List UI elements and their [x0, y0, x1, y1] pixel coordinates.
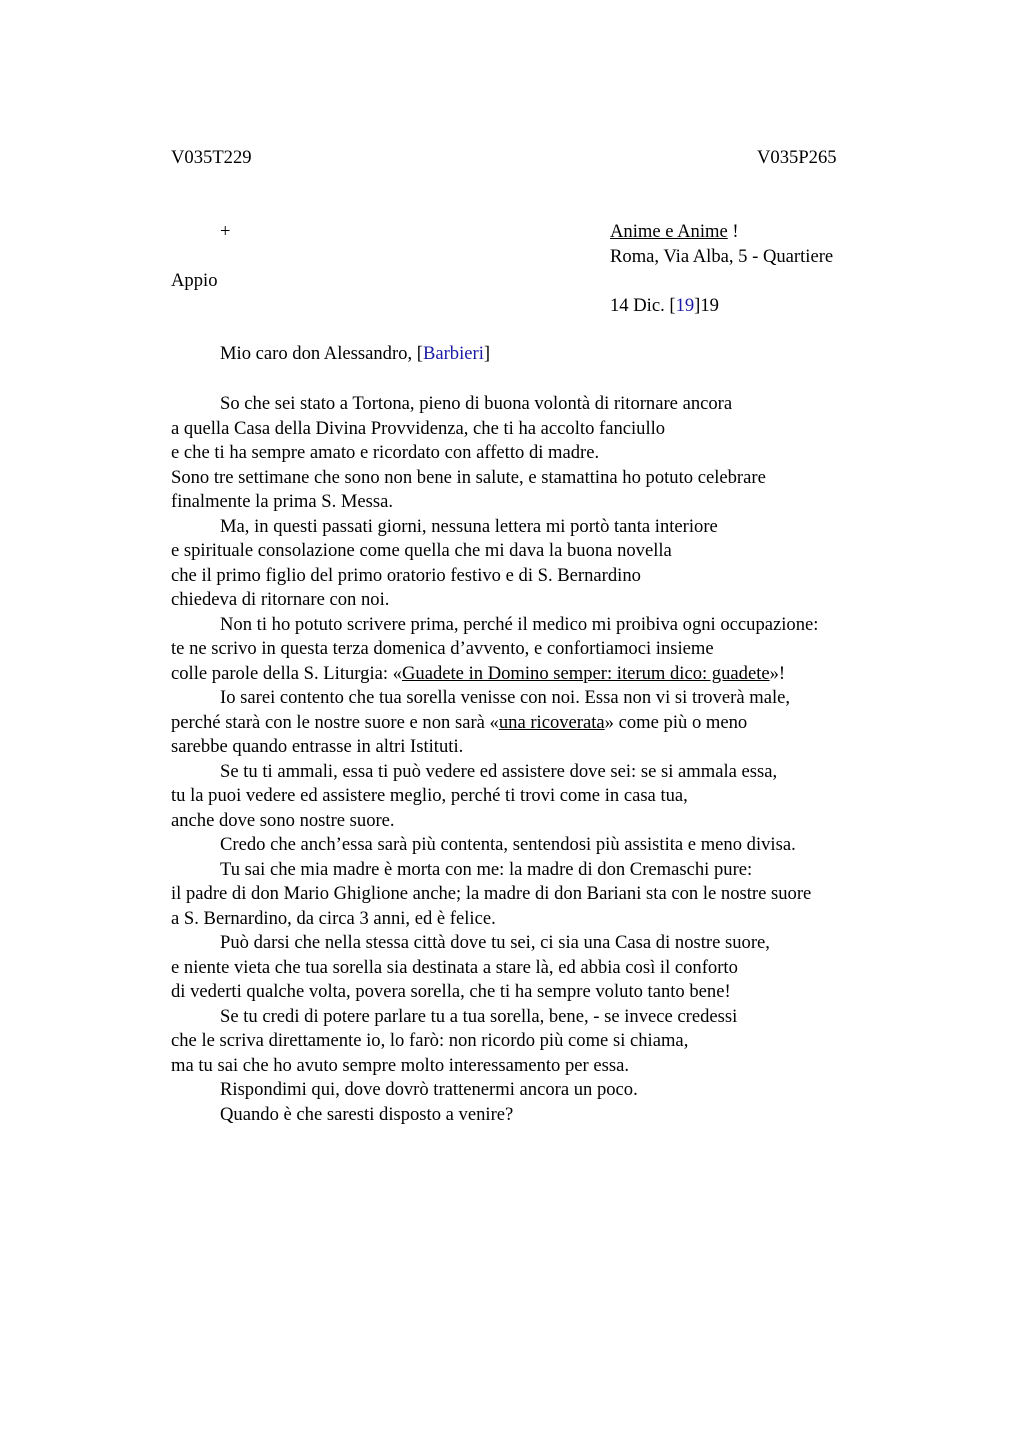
body-line: ma tu sai che ho avuto sempre molto interessamento per essa. — [171, 1054, 629, 1076]
body-line: Rispondimi qui, dove dovrò trattenermi ancora un poco. — [220, 1079, 638, 1100]
date-bracket-year: 19 — [675, 294, 695, 316]
body-line: Ma, in questi passati giorni, nessuna lettera mi portò tanta interiore — [220, 515, 718, 537]
body-line-ricoverata — [171, 711, 931, 736]
motto-underlined: Anime e Anime — [610, 221, 728, 242]
ricoverata-quote: una ricoverata — [498, 711, 605, 733]
body-line: Io sarei contento che tua sorella venisse con noi. Essa non vi si troverà male, — [220, 687, 791, 708]
body-line: Se tu ti ammali, essa ti può vedere ed assistere dove sei: se si ammala essa, — [220, 760, 778, 782]
body-line-liturgy — [171, 662, 931, 687]
body-line: te ne scrivo in questa terza domenica d’avvento, e confortiamoci insieme — [171, 638, 714, 659]
body-line: Se tu credi di potere parlare tu a tua sorella, bene, - se invece credessi — [220, 1005, 738, 1027]
salutation-text: Mio caro don Alessandro, [ — [220, 343, 423, 364]
body-line: che il primo figlio del primo oratorio festivo e di S. Bernardino — [171, 564, 641, 586]
body-line: a quella Casa della Divina Provvidenza, che ti ha accolto fanciullo — [171, 417, 666, 439]
document-code-right: V035P265 — [757, 147, 837, 168]
body-line: Credo che anch’essa sarà più contenta, sentendosi più assistita e meno divisa. — [220, 834, 796, 855]
address-line-2: Appio — [171, 270, 218, 291]
body-line: di vederti qualche volta, povera sorella, che ti ha sempre voluto tanto bene! — [171, 981, 731, 1002]
body-line: Tu sai che mia madre è morta con me: la madre di don Cremaschi pure: — [220, 858, 753, 880]
body-line: tu la puoi vedere ed assistere meglio, perché ti trovi come in casa tua, — [171, 785, 688, 806]
motto-line — [610, 220, 739, 245]
liturgy-quote: Guadete in Domino semper: iterum dico: guadete — [401, 662, 770, 684]
body-line: chiedeva di ritornare con noi. — [171, 589, 390, 610]
body-line: Può darsi che nella stessa città dove tu sei, ci sia una Casa di nostre suore, — [220, 932, 770, 953]
letter-body — [171, 392, 931, 1127]
date-suffix: ]19 — [694, 294, 719, 316]
body-line: Sono tre settimane che sono non bene in salute, e stamattina ho potuto celebrare — [171, 466, 766, 488]
address-line-1: Roma, Via Alba, 5 - Quartiere — [610, 245, 834, 267]
body-line: e niente vieta che tua sorella sia destinata a stare là, ed abbia così il conforto — [171, 956, 738, 978]
body-line: e spirituale consolazione come quella che mi dava la buona novella — [171, 540, 672, 561]
body-line: il padre di don Mario Ghiglione anche; la madre di don Bariani sta con le nostre suore — [171, 883, 812, 904]
letter-date — [610, 294, 719, 319]
body-line: che le scriva direttamente io, lo farò: non ricordo più come si chiama, — [171, 1030, 689, 1051]
salutation-close: ] — [483, 343, 491, 364]
ricoverata-suffix: » come più o meno — [604, 711, 748, 733]
body-line: a S. Bernardino, da circa 3 anni, ed è felice. — [171, 907, 496, 929]
body-line: Quando è che saresti disposto a venire? — [220, 1103, 514, 1125]
motto-tail: ! — [727, 221, 739, 242]
salutation-name: Barbieri — [422, 343, 484, 364]
body-line: anche dove sono nostre suore. — [171, 809, 395, 831]
liturgy-suffix: »! — [769, 662, 786, 684]
salutation — [220, 342, 490, 367]
body-line: So che sei stato a Tortona, pieno di buona volontà di ritornare ancora — [220, 393, 733, 414]
body-line: Non ti ho potuto scrivere prima, perché il medico mi proibiva ogni occupazione: — [220, 613, 819, 635]
body-line: finalmente la prima S. Messa. — [171, 491, 394, 512]
document-code-left: V035T229 — [171, 147, 252, 168]
date-prefix: 14 Dic. [ — [610, 294, 676, 316]
body-line: e che ti ha sempre amato e ricordato con affetto di madre. — [171, 442, 600, 463]
body-line: sarebbe quando entrasse in altri Istituti. — [171, 736, 464, 757]
ricoverata-prefix: perché starà con le nostre suore e non sarà « — [171, 711, 499, 733]
liturgy-prefix: colle parole della S. Liturgia: « — [171, 662, 402, 684]
cross-mark: + — [220, 221, 231, 242]
